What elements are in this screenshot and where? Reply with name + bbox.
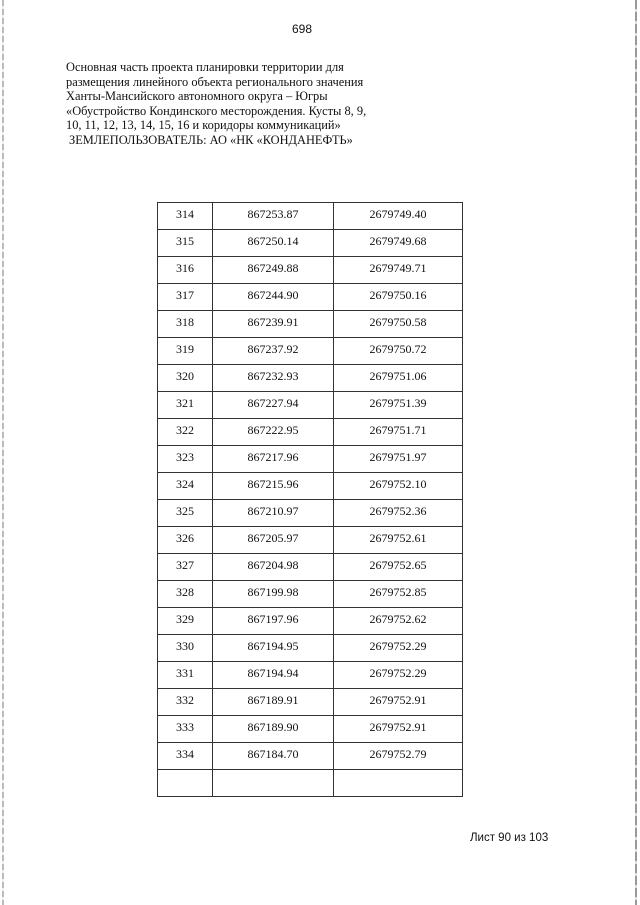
cell-value: 2679752.29 <box>369 639 427 653</box>
table-row <box>158 500 463 527</box>
cell-value: 314 <box>176 207 194 221</box>
y-coordinate-cell <box>334 203 463 230</box>
point-number-cell <box>158 581 213 608</box>
header-line: 10, 11, 12, 13, 14, 15, 16 и коридоры коммуникаций» <box>66 118 341 133</box>
cell-value: 319 <box>176 342 194 356</box>
cell-value: 867197.96 <box>247 612 299 626</box>
y-coordinate-cell <box>334 554 463 581</box>
cell-value: 334 <box>176 747 194 761</box>
table-row <box>158 392 463 419</box>
cell-value: 320 <box>176 369 194 383</box>
cell-value: 867215.96 <box>247 477 299 491</box>
cell-value: 328 <box>176 585 194 599</box>
cell-value: 2679749.71 <box>369 261 427 275</box>
cell-value: 867184.70 <box>247 747 299 761</box>
point-number-cell <box>158 527 213 554</box>
table-row <box>158 311 463 338</box>
cell-value: 867189.90 <box>247 720 299 734</box>
y-coordinate-cell <box>334 419 463 446</box>
cell-value: 325 <box>176 504 194 518</box>
point-number-cell <box>158 230 213 257</box>
point-number-cell <box>158 473 213 500</box>
x-coordinate-cell <box>213 527 334 554</box>
point-number-cell <box>158 446 213 473</box>
cell-value: 329 <box>176 612 194 626</box>
cell-value: 2679750.16 <box>369 288 427 302</box>
x-coordinate-cell <box>213 554 334 581</box>
x-coordinate-cell <box>213 608 334 635</box>
cell-value: 867217.96 <box>247 450 299 464</box>
cell-value: 867227.94 <box>247 396 299 410</box>
x-coordinate-cell <box>213 284 334 311</box>
land-user-line: ЗЕМЛЕПОЛЬЗОВАТЕЛЬ: АО «НК «КОНДАНЕФТЬ» <box>69 132 353 147</box>
cell-value: 2679752.10 <box>369 477 427 491</box>
cell-value: 2679751.97 <box>369 450 427 464</box>
table-row <box>158 581 463 608</box>
cell-value: 318 <box>176 315 194 329</box>
cell-value: 2679752.61 <box>369 531 427 545</box>
cell-value <box>334 770 462 774</box>
point-number-cell <box>158 662 213 689</box>
table-row <box>158 446 463 473</box>
point-number-cell <box>158 203 213 230</box>
sheet-counter: Лист 90 из 103 <box>470 832 549 844</box>
cell-value: 867189.91 <box>247 693 299 707</box>
y-coordinate-cell <box>334 716 463 743</box>
point-number-cell <box>158 338 213 365</box>
cell-value: 2679750.72 <box>369 342 427 356</box>
page-number: 698 <box>291 22 313 36</box>
y-coordinate-cell <box>334 338 463 365</box>
table-row <box>158 608 463 635</box>
cell-value: 2679749.68 <box>369 234 427 248</box>
cell-value: 2679751.06 <box>369 369 427 383</box>
scan-edge-right <box>635 0 637 905</box>
scan-edge-left <box>2 0 4 905</box>
x-coordinate-cell <box>213 635 334 662</box>
cell-value: 867239.91 <box>247 315 299 329</box>
cell-value: 867232.93 <box>247 369 299 383</box>
x-coordinate-cell <box>213 203 334 230</box>
point-number-cell <box>158 770 213 797</box>
x-coordinate-cell <box>213 716 334 743</box>
y-coordinate-cell <box>334 608 463 635</box>
cell-value: 323 <box>176 450 194 464</box>
point-number-cell <box>158 419 213 446</box>
cell-value <box>158 770 212 774</box>
y-coordinate-cell <box>334 365 463 392</box>
cell-value: 867210.97 <box>247 504 299 518</box>
header-line: «Обустройство Кондинского месторождения. Кусты 8, 9, <box>66 103 367 118</box>
y-coordinate-cell <box>334 581 463 608</box>
cell-value: 867250.14 <box>247 234 299 248</box>
cell-value: 321 <box>176 396 194 410</box>
cell-value: 2679752.65 <box>369 558 427 572</box>
cell-value: 867194.95 <box>247 639 299 653</box>
point-number-cell <box>158 635 213 662</box>
x-coordinate-cell <box>213 338 334 365</box>
cell-value: 327 <box>176 558 194 572</box>
cell-value: 330 <box>176 639 194 653</box>
x-coordinate-cell <box>213 392 334 419</box>
y-coordinate-cell <box>334 635 463 662</box>
cell-value: 2679751.71 <box>369 423 427 437</box>
cell-value <box>213 770 333 774</box>
cell-value: 326 <box>176 531 194 545</box>
header-line: Ханты-Мансийского автономного округа – Югры <box>66 89 328 104</box>
x-coordinate-cell <box>213 365 334 392</box>
cell-value: 2679750.58 <box>369 315 427 329</box>
cell-value: 867194.94 <box>247 666 299 680</box>
cell-value: 867244.90 <box>247 288 299 302</box>
y-coordinate-cell <box>334 284 463 311</box>
cell-value: 2679752.85 <box>369 585 427 599</box>
cell-value: 2679752.91 <box>369 720 427 734</box>
cell-value: 867205.97 <box>247 531 299 545</box>
table-row <box>158 689 463 716</box>
point-number-cell <box>158 392 213 419</box>
table-row <box>158 635 463 662</box>
x-coordinate-cell <box>213 473 334 500</box>
x-coordinate-cell <box>213 446 334 473</box>
y-coordinate-cell <box>334 392 463 419</box>
cell-value: 317 <box>176 288 194 302</box>
y-coordinate-cell <box>334 500 463 527</box>
table-row <box>158 419 463 446</box>
x-coordinate-cell <box>213 581 334 608</box>
point-number-cell <box>158 608 213 635</box>
table-row <box>158 554 463 581</box>
cell-value: 315 <box>176 234 194 248</box>
table-row <box>158 473 463 500</box>
x-coordinate-cell <box>213 311 334 338</box>
y-coordinate-cell <box>334 662 463 689</box>
cell-value: 332 <box>176 693 194 707</box>
cell-value: 2679752.91 <box>369 693 427 707</box>
table-row <box>158 743 463 770</box>
document-header <box>66 60 406 148</box>
x-coordinate-cell <box>213 770 334 797</box>
cell-value: 316 <box>176 261 194 275</box>
table-row <box>158 662 463 689</box>
cell-value: 867199.98 <box>247 585 299 599</box>
cell-value: 2679749.40 <box>369 207 427 221</box>
cell-value: 333 <box>176 720 194 734</box>
y-coordinate-cell <box>334 770 463 797</box>
point-number-cell <box>158 257 213 284</box>
point-number-cell <box>158 554 213 581</box>
table-row <box>158 203 463 230</box>
y-coordinate-cell <box>334 689 463 716</box>
cell-value: 2679752.62 <box>369 612 427 626</box>
cell-value: 867222.95 <box>247 423 299 437</box>
x-coordinate-cell <box>213 500 334 527</box>
cell-value: 867249.88 <box>247 261 299 275</box>
table-row <box>158 284 463 311</box>
point-number-cell <box>158 365 213 392</box>
cell-value: 867204.98 <box>247 558 299 572</box>
y-coordinate-cell <box>334 446 463 473</box>
table-row <box>158 257 463 284</box>
header-line: размещения линейного объекта регионального значения <box>66 74 364 89</box>
point-number-cell <box>158 500 213 527</box>
header-line: Основная часть проекта планировки территории для <box>66 60 344 74</box>
x-coordinate-cell <box>213 662 334 689</box>
table-row <box>158 770 463 797</box>
cell-value: 2679752.36 <box>369 504 427 518</box>
cell-value: 324 <box>176 477 194 491</box>
point-number-cell <box>158 743 213 770</box>
point-number-cell <box>158 311 213 338</box>
cell-value: 2679752.29 <box>369 666 427 680</box>
cell-value: 867237.92 <box>247 342 299 356</box>
table-row <box>158 338 463 365</box>
coordinates-table <box>157 202 463 797</box>
table-row <box>158 365 463 392</box>
cell-value: 322 <box>176 423 194 437</box>
cell-value: 867253.87 <box>247 207 299 221</box>
cell-value: 2679751.39 <box>369 396 427 410</box>
y-coordinate-cell <box>334 230 463 257</box>
x-coordinate-cell <box>213 230 334 257</box>
y-coordinate-cell <box>334 311 463 338</box>
x-coordinate-cell <box>213 743 334 770</box>
x-coordinate-cell <box>213 257 334 284</box>
point-number-cell <box>158 284 213 311</box>
table-row <box>158 527 463 554</box>
y-coordinate-cell <box>334 527 463 554</box>
y-coordinate-cell <box>334 473 463 500</box>
cell-value: 331 <box>176 666 194 680</box>
x-coordinate-cell <box>213 419 334 446</box>
y-coordinate-cell <box>334 743 463 770</box>
y-coordinate-cell <box>334 257 463 284</box>
x-coordinate-cell <box>213 689 334 716</box>
point-number-cell <box>158 716 213 743</box>
cell-value: 2679752.79 <box>369 747 427 761</box>
table-row <box>158 716 463 743</box>
point-number-cell <box>158 689 213 716</box>
table-row <box>158 230 463 257</box>
